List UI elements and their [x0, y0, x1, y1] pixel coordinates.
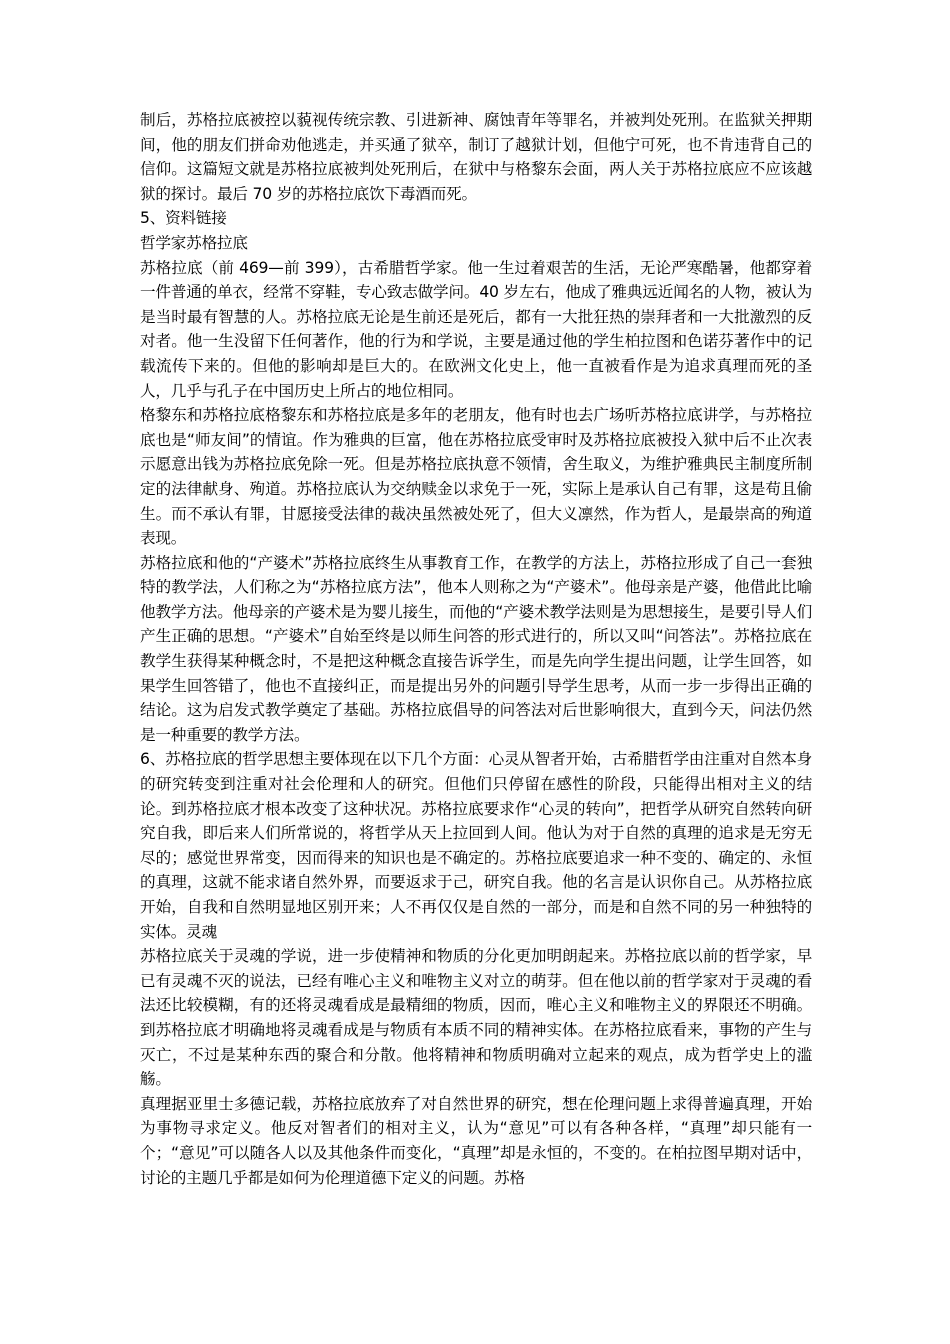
paragraph-trial-summary: 制后，苏格拉底被控以藐视传统宗教、引进新神、腐蚀青年等罪名，并被判处死刑。在监狱关押期间，他的朋友们拼命劝他逃走，并买通了狱卒，制订了越狱计划，但他宁可死，也不肯违背自己的信仰。这篇短文就是苏格拉底被判处死刑后，在狱中与格黎东会面，两人关于苏格拉底应不应该越狱的探讨。最后 70 岁的苏格拉底饮下毒酒而死。	[140, 111, 812, 203]
paragraph-philosophy-mind: 6、苏格拉底的哲学思想主要体现在以下几个方面：心灵从智者开始，古希腊哲学由注重对自然本身的研究转变到注重对社会伦理和人的研究。但他们只停留在感性的阶段，只能得出相对主义的结论。到苏格拉底才根本改变了这种状况。苏格拉底要求作“心灵的转向”，把哲学从研究自然转向研究自我，即后来人们所常说的，将哲学从天上拉回到人间。他认为对于自然的真理的追求是无穷无尽的；感觉世界常变，因而得来的知识也是不确定的。苏格拉底要追求一种不变的、确定的、永恒的真理，这就不能求诸自然外界，而要返求于己，研究自我。他的名言是认识你自己。从苏格拉底开始，自我和自然明显地区别开来；人不再仅仅是自然的一部分，而是和自然不同的另一种独特的实体。灵魂	[140, 750, 812, 941]
subheading-philosopher: 哲学家苏格拉底	[140, 233, 248, 252]
document-page	[140, 108, 812, 1190]
paragraph-biography: 苏格拉底（前 469—前 399），古希腊哲学家。他一生过着艰苦的生活，无论严寒酷暑，他都穿着一件普通的单衣，经常不穿鞋，专心致志做学问。40 岁左右，他成了雅典远近闻名的人物，被认为是当时最有智慧的人。苏格拉底无论是生前还是死后，都有一大批狂热的崇拜者和一大批激烈的反对者。他一生没留下任何著作，他的行为和学说，主要是通过他的学生柏拉图和色诺芬著作中的记载流传下来的。但他的影响却是巨大的。在欧洲文化史上，他一直被看作是为追求真理而死的圣人，几乎与孔子在中国历史上所占的地位相同。	[140, 258, 812, 400]
paragraph-truth: 真理据亚里士多德记载，苏格拉底放弃了对自然世界的研究，想在伦理问题上求得普遍真理，开始为事物寻求定义。他反对智者们的相对主义，认为“意见”可以有各种各样，“真理”却只能有一个；“意见”可以随各人以及其他条件而变化，“真理”却是永恒的，不变的。在柏拉图早期对话中，讨论的主题几乎都是如何为伦理道德下定义的问题。苏格	[140, 1094, 812, 1187]
paragraph-crito-and-socrates: 格黎东和苏格拉底格黎东和苏格拉底是多年的老朋友，他有时也去广场听苏格拉底讲学，与苏格拉底也是“师友间”的情谊。作为雅典的巨富，他在苏格拉底受审时及苏格拉底被投入狱中后不止次表示愿意出钱为苏格拉底免除一死。但是苏格拉底执意不领情，舍生取义，为维护雅典民主制度所制定的法律献身、殉道。苏格拉底认为交纳赎金以求免于一死，实际上是承认自己有罪，这是苟且偷生。而不承认有罪，甘愿接受法律的裁决虽然被处死了，但大义凛然，作为哲人，是最崇高的殉道表现。	[140, 406, 812, 548]
paragraph-maieutics: 苏格拉底和他的“产婆术”苏格拉底终生从事教育工作，在教学的方法上，苏格拉形成了自己一套独特的教学法，人们称之为“苏格拉底方法”，他本人则称之为“产婆术”。他母亲是产婆，他借此比喻他教学方法。他母亲的产婆术是为婴儿接生，而他的“产婆术教学法则是为思想接生，是要引导人们产生正确的思想。“产婆术”自始至终是以师生问答的形式进行的，所以又叫“问答法”。苏格拉底在教学生获得某种概念时，不是把这种概念直接告诉学生，而是先向学生提出问题，让学生回答，如果学生回答错了，他也不直接纠正，而是提出另外的问题引导学生思考，从而一步一步得出正确的结论。这为启发式教学奠定了基础。苏格拉底倡导的问答法对后世影响很大，直到今天，问法仍然是一种重要的教学方法。	[140, 553, 812, 744]
paragraph-soul: 苏格拉底关于灵魂的学说，进一步使精神和物质的分化更加明朗起来。苏格拉底以前的哲学家，早已有灵魂不灭的说法，已经有唯心主义和唯物主义对立的萌芽。但在他以前的哲学家对于灵魂的看法还比较模糊，有的还将灵魂看成是最精细的物质，因而，唯心主义和唯物主义的界限还不明确。到苏格拉底才明确地将灵魂看成是与物质有本质不同的精神实体。在苏格拉底看来，事物的产生与灭亡，不过是某种东西的聚合和分散。他将精神和物质明确对立起来的观点，成为哲学史上的滥觞。	[140, 947, 812, 1089]
section-heading-resources: 5、资料链接	[140, 209, 227, 228]
